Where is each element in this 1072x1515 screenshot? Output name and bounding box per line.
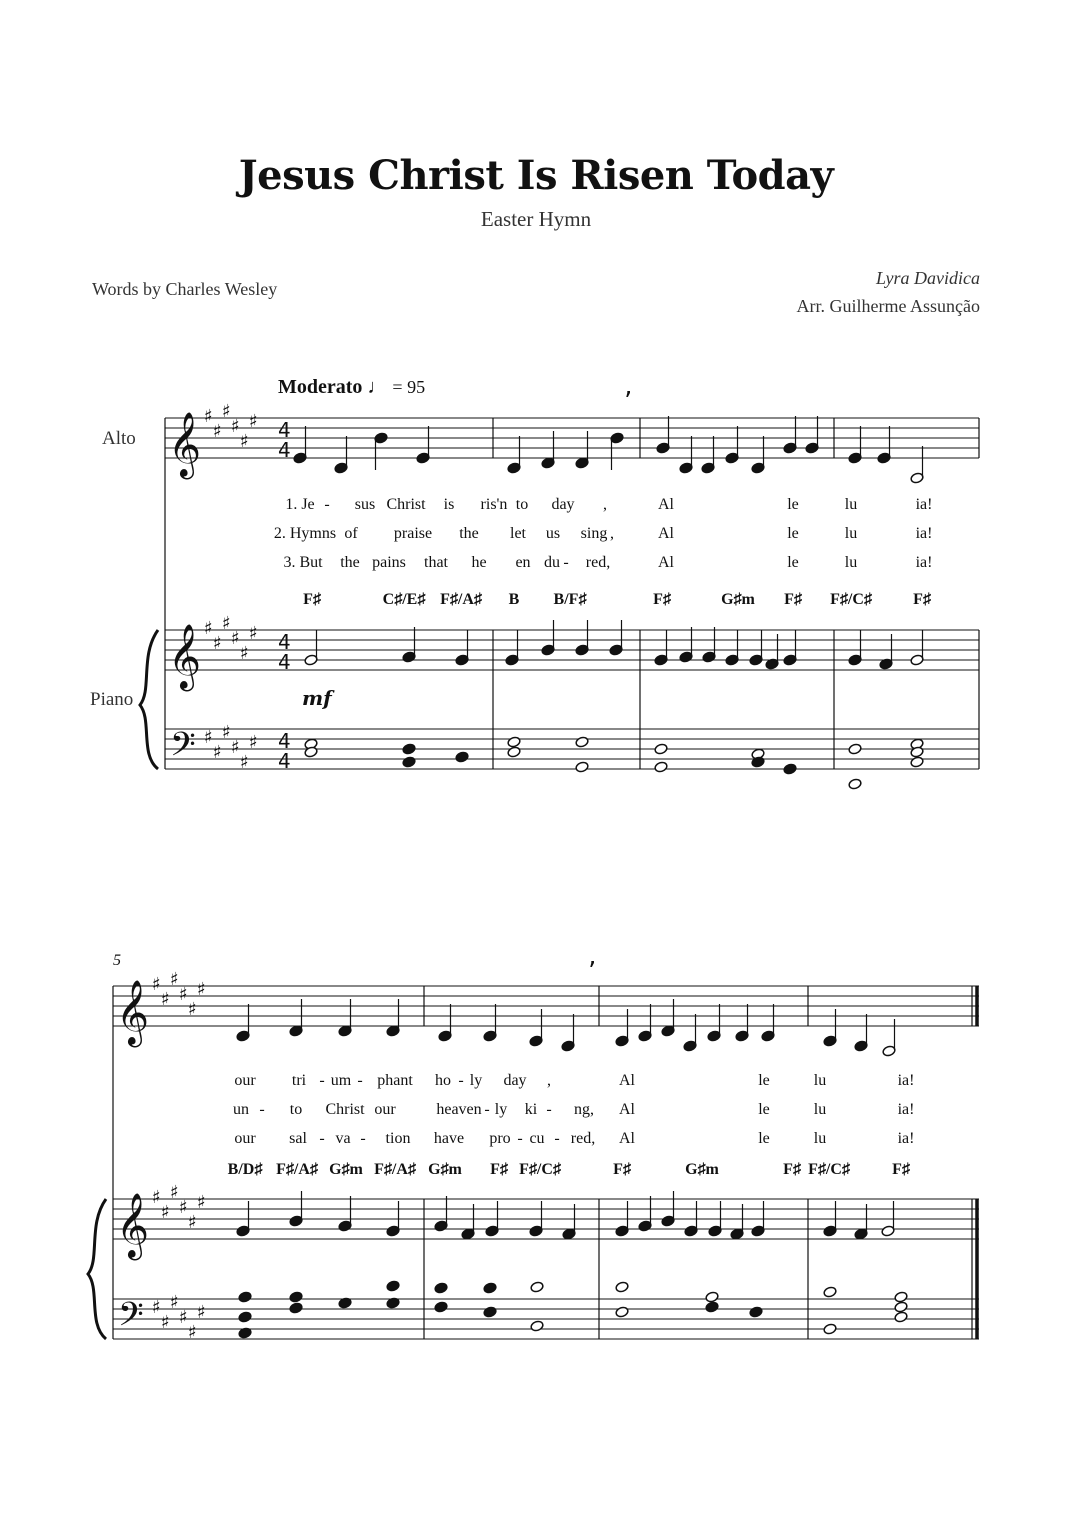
- lyric-syllable: le: [758, 1072, 770, 1089]
- sharp-icon: ♯: [179, 984, 188, 1005]
- lyrics-and-chords: [113, 496, 932, 1178]
- lyric-syllable: sing: [580, 525, 608, 542]
- lyric-syllable: ia!: [915, 496, 933, 513]
- sharp-icon: ♯: [188, 1322, 197, 1343]
- lyric-syllable: to: [515, 496, 529, 513]
- lyric-syllable: he: [471, 554, 487, 571]
- lyric-syllable: heaven: [436, 1101, 482, 1118]
- chord-symbol: B/D♯: [227, 1161, 263, 1178]
- lyric-syllable: Christ: [325, 1101, 365, 1118]
- lyric-syllable: ly: [494, 1101, 508, 1118]
- lyric-syllable: praise: [393, 525, 433, 542]
- sharp-icon: ♯: [161, 1312, 170, 1333]
- sharp-icon: ♯: [249, 732, 258, 753]
- lyric-syllable: -: [324, 496, 330, 513]
- lyric-syllable: sus: [354, 496, 376, 513]
- lyric-syllable: ia!: [897, 1130, 915, 1147]
- lyric-syllable: le: [787, 525, 799, 542]
- chord-symbol: F♯: [613, 1161, 631, 1178]
- piano-lh-note: [238, 1291, 252, 1303]
- lyric-syllable: -: [259, 1101, 265, 1118]
- piano-lh-note: [402, 756, 416, 768]
- lyric-syllable: ia!: [915, 554, 933, 571]
- time-signature-denominator: 4: [278, 438, 291, 462]
- lyric-syllable: our: [234, 1130, 256, 1147]
- tempo-text: Moderato: [278, 376, 363, 398]
- lyric-syllable: of: [344, 525, 358, 542]
- sharp-icon: ♯: [249, 411, 258, 432]
- lyric-syllable: that: [424, 554, 448, 571]
- chord-symbol: F♯/C♯: [519, 1161, 561, 1178]
- piano-lh-note: [575, 761, 589, 773]
- time-signature-denominator: 4: [278, 650, 291, 674]
- chord-symbol: G♯m: [685, 1161, 719, 1178]
- tempo-value: = 95: [392, 377, 426, 397]
- piano-brace: [88, 1199, 106, 1339]
- sharp-icon: ♯: [179, 1307, 188, 1328]
- lyric-syllable: lu: [844, 525, 858, 542]
- chord-symbol: F♯: [892, 1161, 910, 1178]
- note-heads: [236, 416, 924, 1339]
- lyric-syllable: -: [546, 1101, 552, 1118]
- lyric-syllable: le: [787, 496, 799, 513]
- sharp-icon: ♯: [197, 1302, 206, 1323]
- page-subtitle: Easter Hymn: [480, 207, 592, 231]
- piano-lh-note: [823, 1286, 837, 1298]
- lyric-syllable: the: [340, 554, 360, 571]
- lyric-syllable: Christ: [386, 496, 426, 513]
- sharp-icon: ♯: [161, 1202, 170, 1223]
- time-signature-denominator: 4: [278, 749, 291, 773]
- lyric-syllable: ris'n: [480, 496, 508, 513]
- sharp-icon: ♯: [231, 416, 240, 437]
- chord-symbol: F♯: [653, 591, 671, 608]
- sharp-icon: ♯: [222, 613, 231, 634]
- piano-lh-note: [386, 1280, 400, 1292]
- lyric-syllable: cu: [529, 1130, 545, 1147]
- piano-lh-note: [654, 761, 668, 773]
- piano-lh-note: [894, 1291, 908, 1303]
- sharp-icon: ♯: [197, 979, 206, 1000]
- lyric-syllable: red,: [570, 1130, 596, 1147]
- bass-clef-icon: 𝄢: [118, 1296, 144, 1342]
- time-signature-numerator: 4: [278, 418, 291, 442]
- chord-symbol: F♯: [784, 591, 802, 608]
- lyric-syllable: lu: [813, 1130, 827, 1147]
- sharp-icon: ♯: [240, 752, 249, 773]
- lyric-syllable: is: [443, 496, 455, 513]
- lyricist-credit: Words by Charles Wesley: [92, 279, 278, 299]
- page-title: Jesus Christ Is Risen Today: [238, 152, 834, 199]
- chord-symbol: G♯m: [721, 591, 755, 608]
- treble-clef-icon: 𝄞: [116, 1193, 150, 1258]
- sharp-icon: ♯: [240, 431, 249, 452]
- lyric-syllable: the: [459, 525, 479, 542]
- sharp-icon: ♯: [204, 727, 213, 748]
- breath-mark-icon: ’: [624, 387, 633, 417]
- piano-lh-note: [705, 1291, 719, 1303]
- lyric-syllable: ,: [547, 1072, 551, 1089]
- lyric-syllable: pro: [489, 1130, 511, 1147]
- lyric-syllable: ,: [603, 496, 607, 513]
- piano-lh-note: [434, 1282, 448, 1294]
- sharp-icon: ♯: [197, 1192, 206, 1213]
- lyric-syllable: Al: [619, 1130, 635, 1147]
- time-signature-numerator: 4: [278, 630, 291, 654]
- chord-symbol: F♯/C♯: [808, 1161, 850, 1178]
- lyric-syllable: our: [234, 1072, 256, 1089]
- lyric-syllable: ng,: [574, 1101, 594, 1118]
- sharp-icon: ♯: [152, 974, 161, 995]
- lyric-syllable: ia!: [915, 525, 933, 542]
- lyric-syllable: lu: [844, 554, 858, 571]
- sharp-icon: ♯: [222, 401, 231, 422]
- instrument-label-alto: Alto: [102, 428, 136, 449]
- time-signature-numerator: 4: [278, 729, 291, 753]
- lyric-syllable: -: [563, 554, 569, 571]
- piano-lh-note: [749, 1306, 763, 1318]
- chord-symbol: G♯m: [329, 1161, 363, 1178]
- lyric-syllable: -: [357, 1072, 363, 1089]
- piano-lh-note: [894, 1311, 908, 1323]
- lyric-syllable: tion: [385, 1130, 411, 1147]
- lyric-syllable: our: [374, 1101, 396, 1118]
- lyric-syllable: day: [503, 1072, 527, 1089]
- lyric-syllable: -: [319, 1072, 325, 1089]
- sharp-icon: ♯: [213, 421, 222, 442]
- lyric-syllable: Al: [658, 496, 674, 513]
- sharp-icon: ♯: [170, 969, 179, 990]
- sharp-icon: ♯: [231, 628, 240, 649]
- tune-source: Lyra Davidica: [876, 268, 980, 288]
- sharp-icon: ♯: [188, 999, 197, 1020]
- sharp-icon: ♯: [188, 1212, 197, 1233]
- lyric-syllable: phant: [377, 1072, 413, 1089]
- lyric-syllable: um: [330, 1072, 352, 1089]
- piano-lh-note: [530, 1281, 544, 1293]
- lyric-syllable: have: [433, 1130, 465, 1147]
- chord-symbol: F♯: [303, 591, 321, 608]
- piano-lh-note: [615, 1281, 629, 1293]
- lyric-syllable: le: [758, 1130, 770, 1147]
- lyric-syllable: tri: [291, 1072, 307, 1089]
- lyric-syllable: Al: [619, 1072, 635, 1089]
- lyric-syllable: -: [360, 1130, 366, 1147]
- piano-lh-note: [483, 1306, 497, 1318]
- sharp-icon: ♯: [222, 722, 231, 743]
- chord-symbol: B: [508, 591, 520, 608]
- piano-lh-note: [483, 1282, 497, 1294]
- instrument-label-piano: Piano: [90, 689, 134, 710]
- lyric-syllable: le: [787, 554, 799, 571]
- piano-lh-note: [507, 736, 521, 748]
- quarter-note-icon: ♩: [367, 376, 388, 398]
- lyric-syllable: Al: [658, 525, 674, 542]
- measure-number: 5: [113, 952, 121, 969]
- sharp-icon: ♯: [240, 643, 249, 664]
- sharp-icon: ♯: [179, 1197, 188, 1218]
- chord-symbol: G♯m: [428, 1161, 462, 1178]
- lyric-syllable: Al: [658, 554, 674, 571]
- arranger-credit: Arr. Guilherme Assunção: [796, 296, 980, 316]
- bass-clef-icon: 𝄢: [170, 726, 196, 772]
- lyric-syllable: Al: [619, 1101, 635, 1118]
- lyric-syllable: ia!: [897, 1072, 915, 1089]
- piano-lh-note: [894, 1301, 908, 1313]
- chord-symbol: F♯/A♯: [276, 1161, 318, 1178]
- lyric-syllable: 1. Je: [285, 496, 315, 513]
- sharp-icon: ♯: [170, 1292, 179, 1313]
- lyric-syllable: let: [510, 525, 526, 542]
- chord-symbol: F♯/A♯: [374, 1161, 416, 1178]
- piano-lh-note: [507, 746, 521, 758]
- sharp-icon: ♯: [231, 737, 240, 758]
- lyric-syllable: -: [554, 1130, 560, 1147]
- piano-lh-note: [530, 1320, 544, 1332]
- lyric-syllable: du: [544, 554, 560, 571]
- chord-symbol: F♯: [913, 591, 931, 608]
- piano-lh-note: [238, 1311, 252, 1323]
- sharp-icon: ♯: [152, 1297, 161, 1318]
- piano-lh-note: [823, 1323, 837, 1335]
- lyric-syllable: red,: [585, 554, 611, 571]
- lyric-syllable: ho: [435, 1072, 451, 1089]
- piano-lh-note: [848, 743, 862, 755]
- lyric-syllable: pains: [372, 554, 406, 571]
- piano-lh-note: [615, 1306, 629, 1318]
- lyric-syllable: 2. Hymns: [273, 525, 337, 542]
- lyric-syllable: ly: [469, 1072, 483, 1089]
- lyric-syllable: ia!: [897, 1101, 915, 1118]
- lyric-syllable: -: [517, 1130, 523, 1147]
- sharp-icon: ♯: [152, 1187, 161, 1208]
- chord-symbol: F♯: [783, 1161, 801, 1178]
- treble-clef-icon: 𝄞: [116, 980, 150, 1045]
- piano-lh-note: [654, 743, 668, 755]
- lyric-syllable: -: [319, 1130, 325, 1147]
- lyric-syllable: lu: [813, 1072, 827, 1089]
- sharp-icon: ♯: [213, 633, 222, 654]
- piano-lh-note: [783, 763, 797, 775]
- lyric-syllable: to: [289, 1101, 303, 1118]
- piano-lh-note: [848, 778, 862, 790]
- sharp-icon: ♯: [204, 618, 213, 639]
- lyric-syllable: le: [758, 1101, 770, 1118]
- sharp-icon: ♯: [204, 406, 213, 427]
- piano-lh-note: [575, 736, 589, 748]
- chord-symbol: F♯: [490, 1161, 508, 1178]
- breath-mark-icon: ’: [588, 957, 597, 987]
- lyric-syllable: us: [545, 525, 561, 542]
- lyric-syllable: day: [551, 496, 575, 513]
- lyric-syllable: un: [233, 1101, 249, 1118]
- piano-lh-note: [434, 1301, 448, 1313]
- piano-lh-note: [289, 1291, 303, 1303]
- lyric-syllable: 3. But: [283, 554, 323, 571]
- piano-lh-note: [910, 756, 924, 768]
- treble-clef-icon: 𝄞: [168, 624, 202, 689]
- lyric-syllable: lu: [844, 496, 858, 513]
- piano-brace: [140, 630, 158, 769]
- lyric-syllable: en: [515, 554, 531, 571]
- chord-symbol: F♯/C♯: [830, 591, 872, 608]
- sharp-icon: ♯: [170, 1182, 179, 1203]
- piano-lh-note: [705, 1301, 719, 1313]
- lyric-syllable: ki: [524, 1101, 538, 1118]
- piano-lh-note: [455, 751, 469, 763]
- chord-symbol: F♯/A♯: [440, 591, 482, 608]
- sharp-icon: ♯: [161, 989, 170, 1010]
- lyric-syllable: -: [458, 1072, 464, 1089]
- piano-lh-note: [289, 1302, 303, 1314]
- treble-clef-icon: 𝄞: [168, 412, 202, 477]
- sharp-icon: ♯: [249, 623, 258, 644]
- chord-symbol: C♯/E♯: [382, 591, 426, 608]
- lyric-syllable: -: [484, 1101, 490, 1118]
- lyric-syllable: ,: [610, 525, 614, 542]
- dynamic-marking: mf: [302, 686, 332, 710]
- sharp-icon: ♯: [213, 742, 222, 763]
- lyric-syllable: va: [335, 1130, 351, 1147]
- chord-symbol: B/F♯: [553, 591, 587, 608]
- piano-lh-note: [402, 743, 416, 755]
- lyric-syllable: lu: [813, 1101, 827, 1118]
- lyric-syllable: sal: [289, 1130, 307, 1147]
